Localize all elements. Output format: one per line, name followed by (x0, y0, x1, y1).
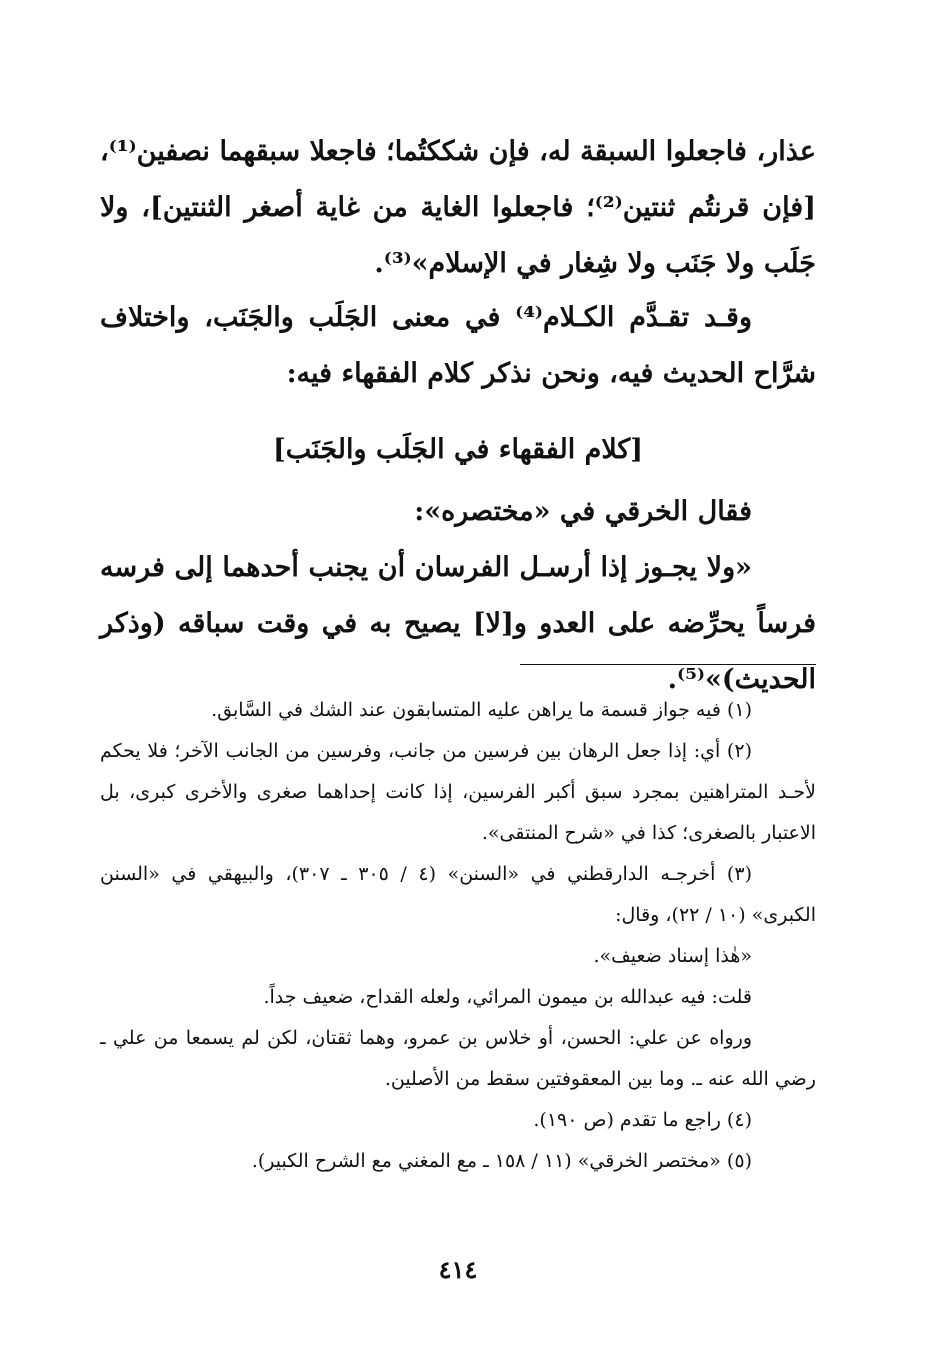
footnote-2: (٢) أي: إذا جعل الرهان بين فرسين من جانب، وفرسين من الجانب الآخر؛ فلا يحكم لأحـد المتراهنين بمجرد سبق أكبر الفرسين، إذا كانت إحداهما صغرى والأخرى كبرى، بل الاعتبار بالصغرى؛ كذا في «شرح المنتقى». (100, 740, 816, 844)
section-heading: [كلام الفقهاء في الجَلَب والجَنَب] (272, 434, 644, 465)
footnote-separator (520, 664, 816, 665)
footnote-3-note: قلت: فيه عبدالله بن ميمون المرائي، ولعله القداح، ضعيف جداً. (263, 986, 752, 1008)
intro-line: فقال الخرقي في «مختصره»: (414, 496, 752, 527)
footnote-3-quote: «هٰذا إسناد ضعيف». (593, 945, 752, 967)
body-paragraph-1: عذار، فاجعلوا السبقة له، فإن شككتُما؛ فاجعلا سبقهما نصفين⁽¹⁾، [فإن قرنتُم ثنتين⁽²⁾؛ فاجعلوا الغاية من غاية أصغر الثنتين]، ولا جَلَب ولا جَنَب ولا شِغار في الإسلام»⁽³⁾. (100, 136, 816, 279)
footnote-1: (١) فيه جواز قسمة ما يراهن عليه المتسابقون عند الشك في السَّابق. (211, 699, 752, 721)
footnotes (100, 690, 816, 1182)
footnote-3-more: ورواه عن علي: الحسن، أو خلاس بن عمرو، وهما ثقتان، لكن لم يسمعا من علي ـ رضي الله عنه ـ. وما بين المعقوفتين سقط من الأصلين. (100, 1027, 816, 1090)
footnote-3: (٣) أخرجـه الدارقطني في «السنن» (٤ / ٣٠٥ ـ ٣٠٧)، والبيهقي في «السنن الكبرى» (١٠ / ٢٢)، وقال: (100, 863, 816, 926)
quoted-text: «ولا يجـوز إذا أرسـل الفرسان أن يجنب أحدهما إلى فرسه فرساً يحرِّضه على العدو و[لا] يصيح به في وقت سباقه (وذكر الحديث)»⁽⁵⁾. (100, 552, 816, 695)
body-paragraph-2: وقـد تقـدَّم الكـلام⁽⁴⁾ في معنى الجَلَب والجَنَب، واختلاف شرَّاح الحديث فيه، ونحن نذكر كلام الفقهاء فيه: (100, 302, 816, 389)
page-number: ٤١٤ (438, 1255, 478, 1284)
footnote-4: (٤) راجع ما تقدم (ص ١٩٠). (533, 1109, 752, 1131)
footnote-5: (٥) «مختصر الخرقي» (١١ / ١٥٨ ـ مع المغني مع الشرح الكبير). (251, 1150, 752, 1172)
